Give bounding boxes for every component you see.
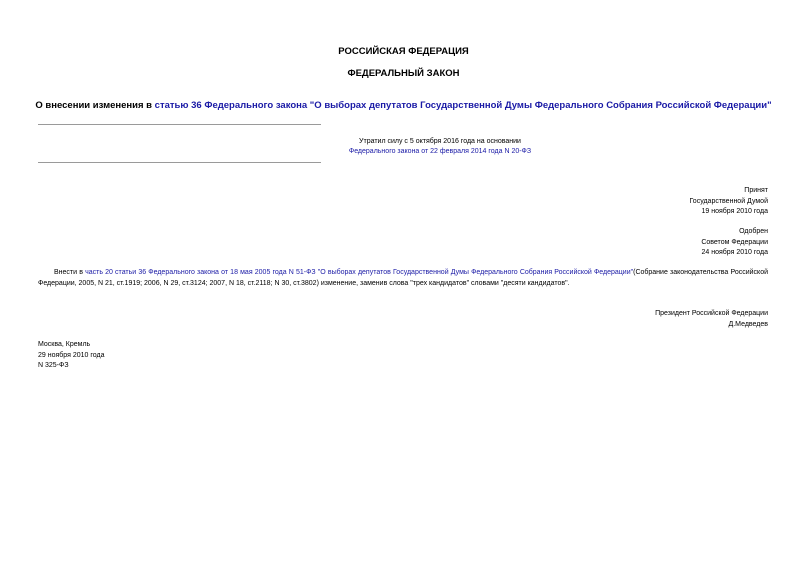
divider-bottom bbox=[38, 162, 321, 163]
law-title-prefix: О внесении изменения в bbox=[35, 100, 155, 111]
law-type-heading: ФЕДЕРАЛЬНЫЙ ЗАКОН bbox=[347, 68, 460, 79]
approved-date: 24 ноября 2010 года bbox=[701, 249, 768, 256]
adopted-body: Государственной Думой bbox=[689, 197, 768, 205]
approved-label: Одобрен bbox=[739, 228, 768, 235]
approved-body: Советом Федерации bbox=[701, 238, 768, 246]
footer-number: N 325-ФЗ bbox=[38, 362, 69, 369]
article-text bbox=[38, 267, 768, 289]
repeal-notice-link[interactable]: Федерального закона от 22 февраля 2014 года N 20-ФЗ bbox=[348, 148, 532, 155]
footer-block bbox=[38, 340, 104, 372]
law-title bbox=[0, 100, 807, 111]
footer-date: 29 ноября 2010 года bbox=[38, 351, 105, 359]
article-prefix: Внести в bbox=[54, 269, 86, 276]
adopted-label: Принят bbox=[744, 187, 768, 194]
signature-block bbox=[655, 309, 768, 330]
signature-name: Д.Медведев bbox=[728, 320, 768, 328]
footer-place: Москва, Кремль bbox=[38, 341, 91, 348]
adopted-date: 19 ноября 2010 года bbox=[701, 208, 768, 215]
repeal-notice bbox=[38, 137, 807, 157]
article-link[interactable]: часть 20 статьи 36 Федерального закона от 18 мая 2005 года N 51-ФЗ "О выборах депутатов Государственной Думы Федерального Собрания Российской Федерации" bbox=[85, 269, 634, 276]
country-heading: РОССИЙСКАЯ ФЕДЕРАЦИЯ bbox=[338, 46, 469, 57]
approved-block bbox=[701, 227, 768, 259]
article-rest: (Собрание законодательства Российской Федерации, 2005, N 21, ст.1919; 2006, N 29, ст.3124; 2007, N 18, ст.2118; N 30, ст.3802) изменение, заменив слова "трех кандидатов" словами "десяти кандидатов". bbox=[38, 269, 768, 287]
law-title-link[interactable]: статью 36 Федерального закона "О выборах депутатов Государственной Думы Федерального Собрания Российской Федерации" bbox=[154, 100, 772, 111]
signature-position: Президент Российской Федерации bbox=[655, 310, 768, 317]
adopted-block bbox=[689, 186, 768, 218]
divider-top bbox=[38, 124, 321, 125]
repeal-notice-line1: Утратил силу с 5 октября 2016 года на основании bbox=[359, 138, 521, 145]
